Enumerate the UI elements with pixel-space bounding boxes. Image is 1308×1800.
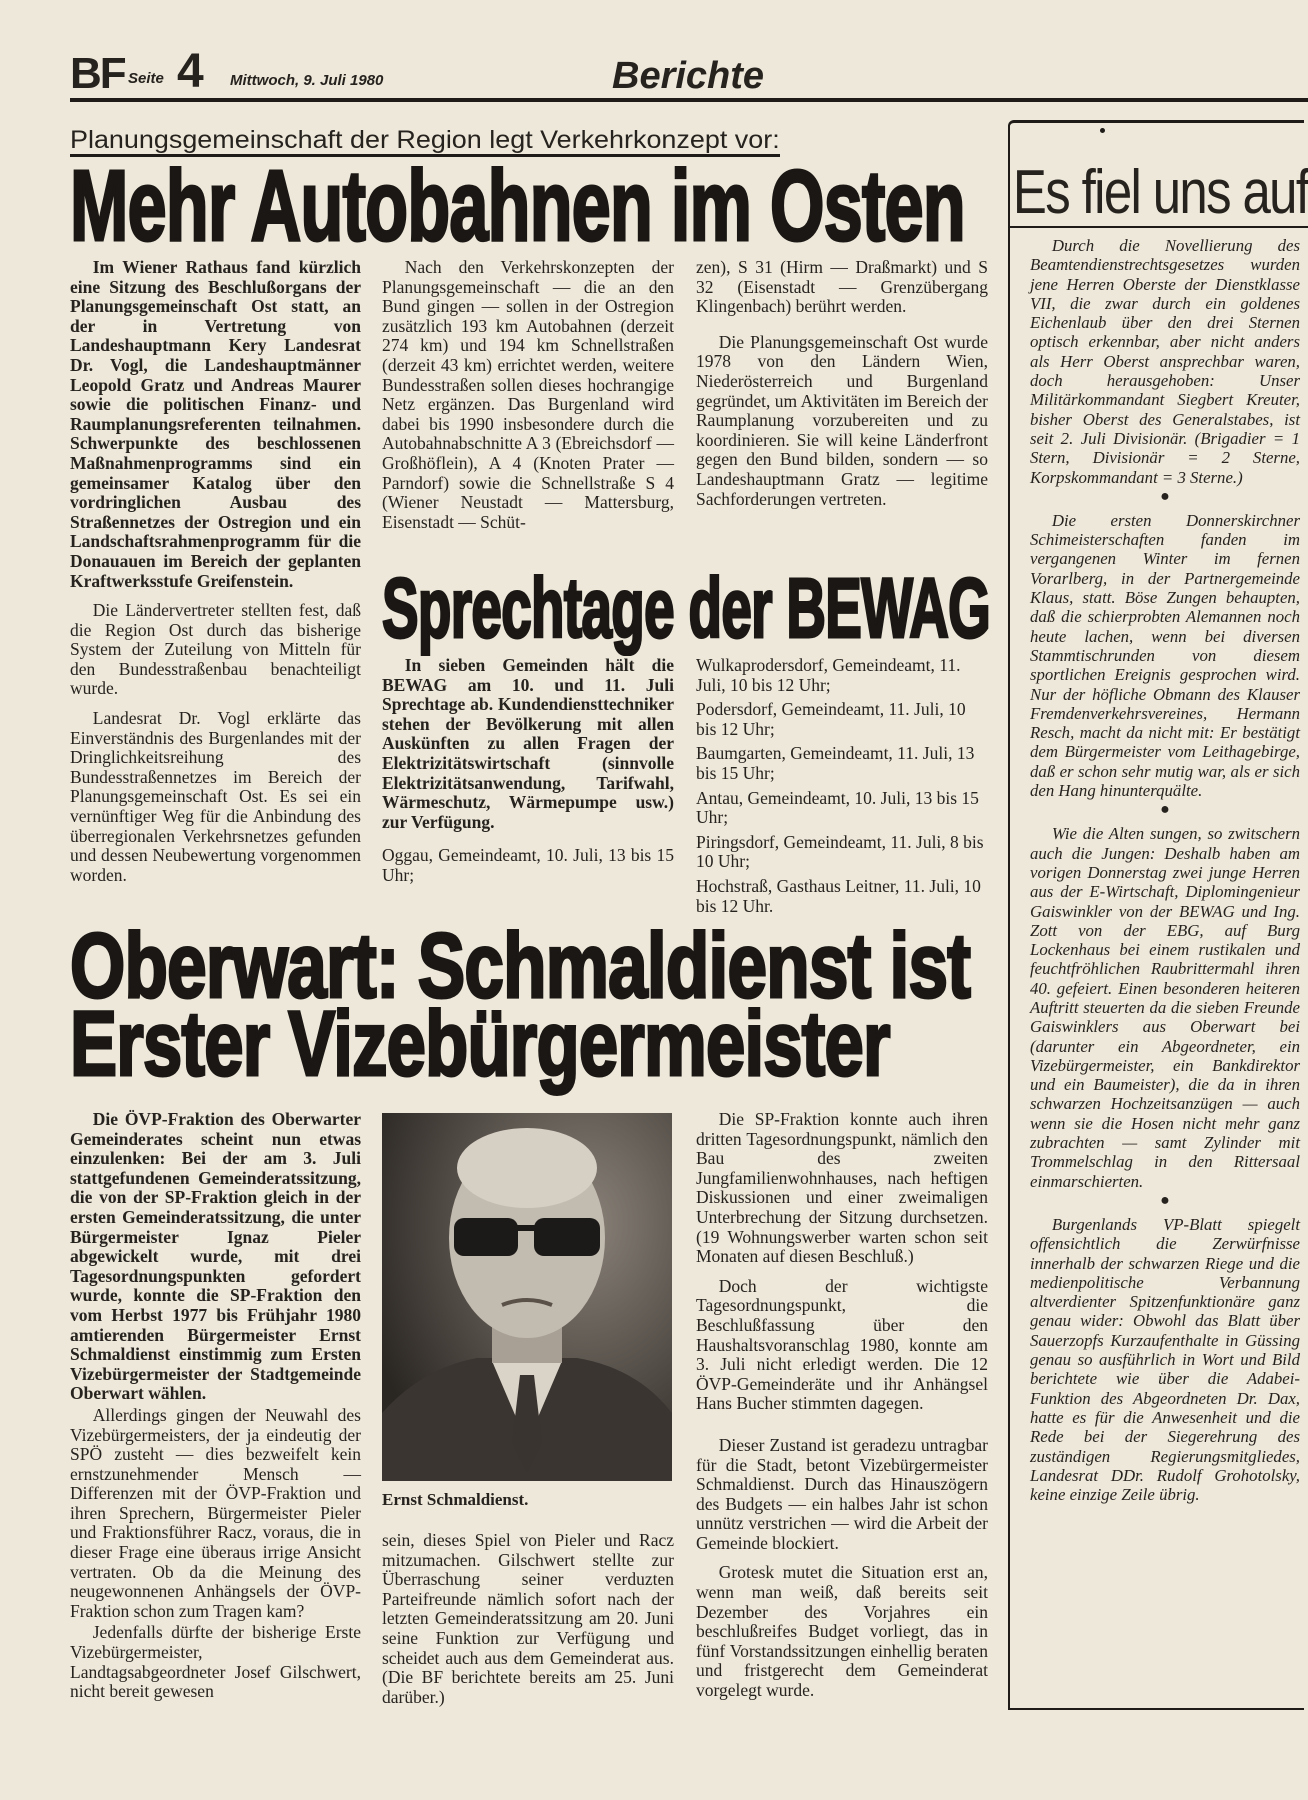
photo-caption: Ernst Schmaldienst. [382, 1490, 529, 1509]
article3-column-3 [696, 1110, 988, 1711]
kicker-text: Planungsgemeinschaft der Region legt Verkehrkonzept vor: [70, 126, 780, 154]
headline-text: Mehr Autobahnen im Osten [70, 150, 965, 262]
sidebar-item: Durch die Novellierung des Beamtendienstrechtsgesetzes wurden jene Herren Oberste der Dienstklasse VII, die zwar durch ein goldenes Eichenlaub über den drei Sternen optisch erkennbar, aber nicht anders als Herr Oberst ansprechbar waren, doch herausgehoben: Unser Militärkommandant Siegbert Kreuter, bisher Oberst des Generalstabes, ist seit 2. Juli Divisionär. (Brigadier = 1 Stern, Divisionär = 2 Sterne, Korpskommandant = 3 Sterne.) [1030, 236, 1300, 487]
header-rule [70, 98, 1308, 102]
article1-column-2 [382, 258, 674, 542]
article1-paragraph: Die Planungsgemeinschaft Ost wurde 1978 von den Ländern Wien, Niederösterreich und Burgenland gegründet, um Aktivitäten im Bereich der Raumplanung vorzubereiten und zu koordinieren. Sie will keine Länderfront gegen den Bund bilden, sondern — so Landeshauptmann Gratz — legitime Sachforderungen vertreten. [696, 331, 988, 509]
schedule-entry: Wulkaprodersdorf, Gemeindeamt, 11. Juli, 10 bis 12 Uhr; [696, 655, 961, 695]
article1-headline [70, 150, 965, 262]
headline-text: Sprechtage der BEWAG [382, 561, 991, 655]
sidebar-title-text: Es fiel uns auf [1008, 160, 1308, 228]
article3-paragraph: Allerdings gingen der Neuwahl des Vizebürgermeisters, der ja eindeutig der SPÖ zusteht — dies bezweifelt kein ernstzunehmender Mensch — Differenzen mit der ÖVP-Fraktion und ihren Sprechern, Bürgermeister Pieler und Fraktionsführer Racz, voraus, die in dieser Frage eine überaus irrige Ansicht vertraten. Ob da die Meinung des neugewonnenen Anhängsels der ÖVP-Fraktion schon zum Tragen kam? [70, 1404, 361, 1621]
schedule-entry: Oggau, Gemeindeamt, 10. Juli, 13 bis 15 Uhr; [382, 845, 674, 885]
article3-paragraph: Grotesk mutet die Situation erst an, wenn man weiß, daß bereits seit Dezember des Vorjahres ein beschlußreifes Budget vorliegt, das in fünf Vorstandssitzungen einhellig beraten und fristgerecht dem Gemeinderat vorgelegt wurde. [696, 1562, 988, 1701]
article1-column-3 [696, 258, 988, 519]
sidebar-item: Burgenlands VP-Blatt spiegelt offensichtlich die Zerwürfnisse innerhalb der schwarzen Riege und die medienpolitische Verbannung altverdienter Spitzenfunktionäre ganz genau wider: Obwohl das Blatt über Sauerzopfs Kurzaufenthalte in Güssing genau so ausführlich in Wort und Bild berichtete wie über die Adabei-Funktion des Abgeordneten Dr. Dax, hatte es für die Anwesenheit und die Rede bei der Siegerehrung des zuständigen Regierungsmitgliedes, Landesrat DDr. Rudolf Grohotolsky, keine einzige Zeile übrig. [1030, 1214, 1300, 1505]
article1-paragraph: Die Ländervertreter stellten fest, daß die Region Ost durch das bisherige System der Zuteilung von Mitteln für den Bundesstraßenbau benachteiligt wurde. [70, 600, 361, 699]
headline-text: Erster Vizebürgermeister [70, 993, 890, 1095]
schedule-entry: Baumgarten, Gemeindeamt, 11. Juli, 13 bis 15 Uhr; [696, 743, 975, 783]
article3-lead: Die ÖVP-Fraktion des Oberwarter Gemeinderates scheint nun etwas einzulenken: Bei der am 3. Juli stattgefundenen Gemeinderatssitzung, die von der SP-Fraktion gleich in der ersten Gemeinderatssitzung, die unter Bürgermeister Ignaz Pieler abgewickelt wurde, mit drei Tagesordnungspunkten gefordert wurde, konnte die SP-Fraktion den vom Herbst 1977 bis Frühjahr 1980 amtierenden Bürgermeister Ernst Schmaldienst einstimmig zum Ersten Vizebürgermeister der Stadtgemeinde Oberwart wählen. [70, 1109, 361, 1404]
article2-column-1 [382, 656, 674, 896]
portrait-photo [382, 1113, 672, 1481]
sidebar-item: Wie die Alten sungen, so zwitschern auch die Jungen: Deshalb haben am vorigen Donnerstag zwei junge Herren aus der E-Wirtschaft, Diplomingenieur Gaiswinkler von der BEWAG und Ing. Zott von der EBG, auf Burg Lockenhaus bei einem rustikalen und feuchtfröhlichen Raubrittermahl ihren 40. gefeiert. Einen besonderen heiteren Auftritt steuerten da die sieben Freunde Gaiswinklers aus Oberwart bei (darunter ein Abgeordneter, ein Vizebürgermeister, ein Bankdirektor und ein Baumeister), die da in ihren schwarzen Hochzeitsanzügen — auch wenn sie die Hosen nicht mehr ganz zubrachten — samt Zylinder mit Trommelschlag in den Rittersaal einmarschierten. [1030, 824, 1300, 1191]
article3-paragraph: Dieser Zustand ist geradezu untragbar für die Stadt, betont Vizebürgermeister Schmaldienst. Durch das Hinauszögern des Budgets — ein halbes Jahr ist schon unnütz verstrichen — wird die Arbeit der Gemeinde blockiert. [696, 1434, 988, 1553]
article3-paragraph: Doch der wichtigste Tagesordnungspunkt, die Beschlußfassung über den Haushaltsvoranschlag 1980, konnte am 3. Juli nicht erledigt werden. Die 12 ÖVP-Gemeinderäte und ihr Anhängsel Hans Bucher stimmten dagegen. [696, 1275, 988, 1414]
article3-column-2 [382, 1531, 674, 1717]
article1-column-1 [70, 258, 361, 895]
article2-column-2 [696, 656, 988, 918]
sidebar-column [1030, 236, 1300, 1504]
article2-intro: In sieben Gemeinden hält die BEWAG am 10. und 11. Juli Sprechtage ab. Kundendiensttechniker stehen der Bevölkerung mit allen Auskünften zu allen Fragen der Elektrizitätswirtschaft (sinnvolle Elektrizitätsanwendung, Tarifwahl, Wärmeschutz, Wärmepumpe usw.) zur Verfügung. [382, 655, 674, 832]
article3-headline-line2 [70, 993, 890, 1095]
article1-lead: Im Wiener Rathaus fand kürzlich eine Sitzung des Beschlußorgans der Planungsgemeinschaft Ost statt, an der in Vertretung von Landeshauptmann Kery Landesrat Dr. Vogl, die Landeshauptmänner Leopold Gratz und Andreas Maurer sowie die politischen Finanz- und Raumplanungsreferenten teilnahmen. Schwerpunkte des beschlossenen Maßnahmenprogramms sind ein gemeinsamer Katalog über den vordringlichen Ausbau des Straßennetzes der Ostregion und ein Landschaftsrahmenprogramm für die Donauauen im Bereich der geplanten Kraftwerksstufe Greifenstein. [70, 257, 361, 591]
section-title: Berichte [612, 55, 765, 97]
article3-paragraph: Die SP-Fraktion konnte auch ihren dritten Tagesordnungspunkt, nämlich den Bau des zweiten Jungfamilienwohnhauses, nach heftigen Diskussionen und einer zweimaligen Unterbrechung der Sitzung durchsetzen. (19 Wohnungswerber warten schon seit Monaten auf diesen Beschluß.) [696, 1109, 988, 1267]
article1-paragraph: Nach den Verkehrskonzepten der Planungsgemeinschaft — die an den Bund gingen — sollen in der Ostregion zusätzlich 193 km Autobahnen (derzeit 274 km) und 194 km Schnellstraßen (derzeit 43 km) errichtet werden, weitere Bundesstraßen sollen dieses hochrangige Netz ergänzen. Das Burgenland wird dabei bis 1990 insbesondere durch die Autobahnabschnitte A 3 (Ebreichsdorf — Großhöflein), A 4 (Knoten Prater — Parndorf) sowie die Schnellstraße S 4 (Wiener Neustadt — Mattersburg, Eisenstadt — Schüt- [382, 257, 674, 532]
bullet-icon: ● [1160, 487, 1170, 505]
newspaper-logo: BF [70, 49, 125, 98]
schedule-entry: Podersdorf, Gemeindeamt, 11. Juli, 10 bis 12 Uhr; [696, 699, 966, 739]
article2-headline [382, 561, 991, 655]
schedule-entry: Hochstraß, Gasthaus Leitner, 11. Juli, 10 bis 12 Uhr. [696, 875, 981, 916]
page-label: Seite [128, 70, 164, 87]
portrait-image [382, 1113, 672, 1481]
page-number: 4 [177, 45, 204, 98]
schedule-entry: Piringsdorf, Gemeindeamt, 11. Juli, 8 bis 10 Uhr; [696, 831, 984, 872]
article1-paragraph: zen), S 31 (Hirm — Draßmarkt) und S 32 (Eisenstadt — Grenzübergang Klingenbach) berührt werden. [696, 257, 988, 317]
bullet-icon: ● [1160, 1191, 1170, 1209]
schedule-entry: Antau, Gemeindeamt, 10. Juli, 13 bis 15 Uhr; [696, 787, 979, 828]
article3-column-1 [70, 1110, 361, 1702]
sidebar-item: Die ersten Donnerskirchner Schimeisterschaften fanden im vergangenen Winter im fernen Vorarlberg, in der Partnergemeinde Klaus, statt. Böse Zungen behaupten, daß die schierprobten Alemannen noch heute lachen, wenn bei diversen Stammtischrunden von diesem sportlichen Ereignis gesprochen wird. Nur der höfliche Obmann des Klauser Fremdenverkehrsvereines, Hermann Resch, macht da nicht mit: Er bestätigt dem Bürgermeister vom Leithagebirge, daß er schon sehr mutig war, als er sich den Hang hinunterquälte. [1030, 510, 1300, 801]
headline-text: Oberwart: Schmaldienst ist [70, 915, 971, 1017]
sidebar-title [1008, 160, 1308, 228]
bullet-icon: ● [1160, 801, 1170, 819]
article1-paragraph: Landesrat Dr. Vogl erklärte das Einverständnis des Burgenlandes mit der Dringlichkeitsreihung des Bundesstraßennetzes im Bereich der Planungsgemeinschaft Ost. Es sei ein vernünftiger Weg für die Anbindung des überregionalen Verkehrsnetzes gefunden und dessen Neubewertung vorgenommen worden. [70, 708, 361, 885]
article3-paragraph: Jedenfalls dürfte der bisherige Erste Vizebürgermeister, Landtagsabgeordneter Josef Gilschwert, nicht bereit gewesen [70, 1622, 361, 1702]
bullet-dot-icon [1100, 128, 1105, 133]
article3-paragraph: sein, dieses Spiel von Pieler und Racz mitzumachen. Gilschwert stellte zur Überraschung seiner verduzten Parteifreunde nämlich sofort nach der letzten Gemeinderatssitzung am 20. Juni seine Funktion zur Verfügung und scheidet auch aus dem Gemeinderat aus. (Die BF berichtete bereits am 25. Juni darüber.) [382, 1530, 674, 1707]
issue-date: Mittwoch, 9. Juli 1980 [230, 72, 384, 89]
